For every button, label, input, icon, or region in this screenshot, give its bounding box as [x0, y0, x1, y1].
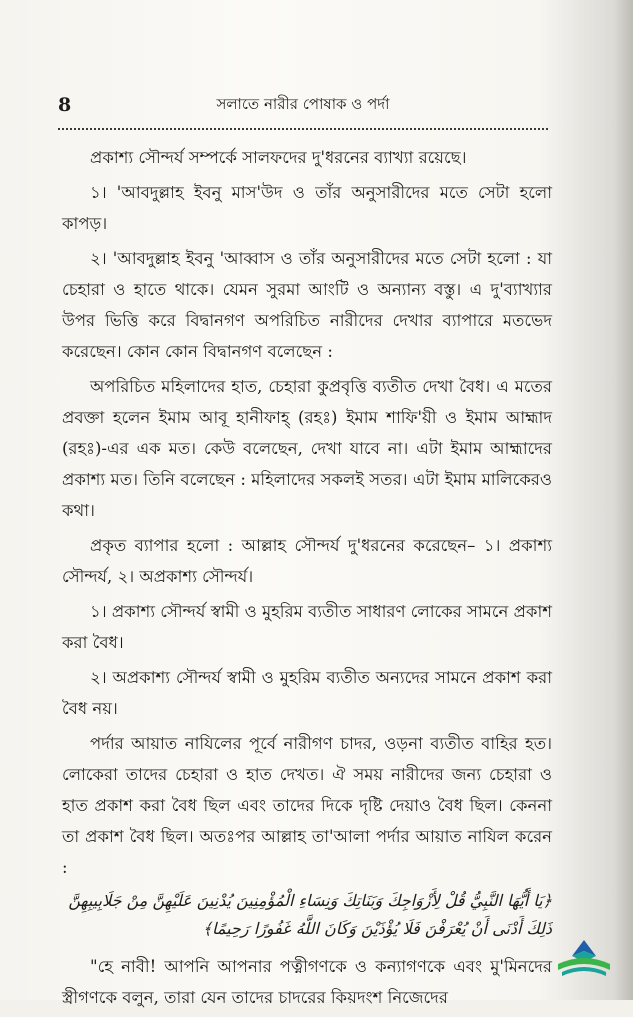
publisher-logo-icon: [556, 938, 612, 982]
paragraph: ১। প্রকাশ্য সৌন্দর্য স্বামী ও মুহরিম ব্যতীত সাধারণ লোকের সামনে প্রকাশ করা বৈধ।: [62, 602, 552, 652]
header-divider: [58, 128, 548, 130]
paragraph: ১। 'আবদুল্লাহ ইবনু মাস'উদ ও তাঁর অনুসারীদের মতে সেটা হলো কাপড়।: [62, 183, 552, 233]
paragraph: প্রকাশ্য সৌন্দর্য সম্পর্কে সালফদের দু'ধরনের ব্যাখ্যা রয়েছে।: [90, 148, 467, 167]
paragraph: প্রকৃত ব্যাপার হলো : আল্লাহ সৌন্দর্য দু'ধরনের করেছেন– ১। প্রকাশ্য সৌন্দর্য, ২। অপ্রকাশ্য সৌন্দর্য।: [62, 536, 552, 586]
body-text: [62, 142, 552, 1017]
paragraph: ২। অপ্রকাশ্য সৌন্দর্য স্বামী ও মুহরিম ব্যতীত অন্যদের সামনে প্রকাশ করা বৈধ নয়।: [62, 668, 552, 718]
running-title: সলাতে নারীর পোষাক ও পর্দা: [216, 94, 390, 113]
page-header: [58, 92, 548, 118]
paragraph: পর্দার আয়াত নাযিলের পূর্বে নারীগণ চাদর, ওড়না ব্যতীত বাহির হত। লোকেরা তাদের চেহারা ও হাত দেখত। ঐ সময় নারীদের জন্য চেহারা ও হাত প্রকাশ করা বৈধ ছিল এবং তাদের দিকে দৃষ্টি দেয়াও বৈধ ছিল। কেননা তা প্রকাশ বৈধ ছিল। অতঃপর আল্লাহ তা'আলা পর্দার আয়াত নাযিল করেন :: [62, 734, 552, 877]
paragraph: অপরিচিত মহিলাদের হাত, চেহারা কুপ্রবৃত্তি ব্যতীত দেখা বৈধ। এ মতের প্রবক্তা হলেন ইমাম আবূ হানীফাহ্ (রহঃ) ইমাম শাফি'য়ী ও ইমাম আহ্মাদ (রহঃ)-এর এক মত। কেউ বলেছেন, দেখা যাবে না। এটা ইমাম আহ্মাদের প্রকাশ্য মত। তিনি বলেছেন : মহিলাদের সকলই সতর। এটা ইমাম মালিকেরও কথা।: [62, 377, 552, 520]
page-number: 8: [58, 94, 72, 116]
arabic-verse: ﴿يَا أَيُّهَا النَّبِيُّ قُلْ لِأَزْوَاجِكَ وَبَنَاتِكَ وَنِسَاءِ الْمُؤْمِنِينَ يُدْنِينَ عَلَيْهِنَّ مِنْ جَلَابِيبِهِنَّ ذَلِكَ أَدْنَى أَنْ يُعْرَفْنَ فَلَا يُؤْذَيْنَ وَكَانَ اللَّهُ غَفُورًا رَحِيمًا﴾: [68, 891, 552, 938]
paragraph: ২। 'আবদুল্লাহ ইবনু 'আব্বাস ও তাঁর অনুসারীদের মতে সেটা হলো : যা চেহারা ও হাতে থাকে। যেমন সুরমা আংটি ও অন্যান্য বস্তু। এ দু'ব্যাখ্যার উপর ভিত্তি করে বিদ্বানগণ অপরিচিত নারীদের দেখার ব্যাপারে মতভেদ করেছেন। কোন কোন বিদ্বানগণ বলেছেন :: [62, 249, 552, 361]
translation-paragraph: "হে নাবী! আপনি আপনার পত্নীগণকে ও কন্যাগণকে এবং মু'মিনদের স্ত্রীগণকে বলুন, তারা যেন তাদের চাদরের কিয়দংশ নিজেদের: [62, 957, 552, 1007]
